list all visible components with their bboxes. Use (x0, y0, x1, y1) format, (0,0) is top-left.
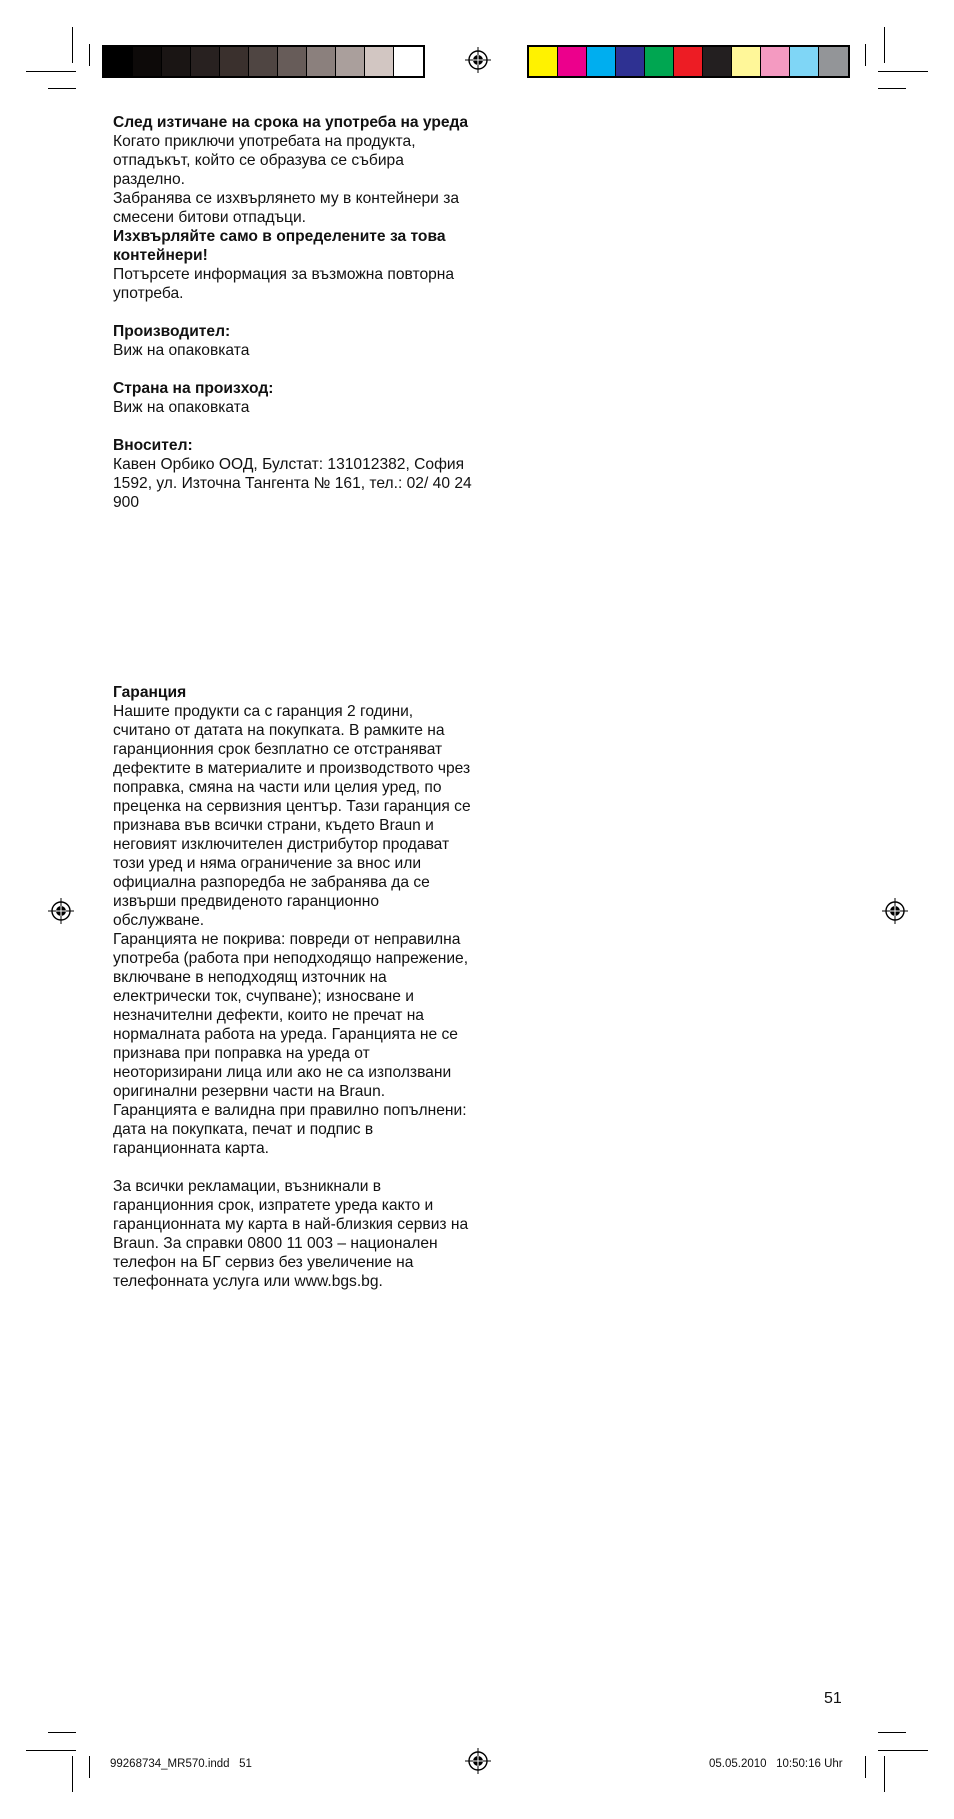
disposal-warning: Изхвърляйте само в определените за това контейнери! (113, 228, 446, 264)
grayscale-swatch (104, 47, 133, 76)
registration-mark-icon (882, 898, 908, 924)
disposal-section (113, 113, 473, 512)
grayscale-swatch (394, 47, 423, 76)
grayscale-swatch (278, 47, 307, 76)
warranty-paragraph: Гаранцията не покрива: повреди от неправилна употреба (работа при неподходящо напрежение, включване в неподходящ източник на електрически ток, счупване); износване и незначителни дефекти, които не пречат на нормалната работа на уреда. Гаранцията не се признава при поправка на уреда от неоторизирани лица или ако не са използвани оригинални резервни части на Braun. (113, 931, 469, 1100)
disposal-paragraph: Когато приключи употребата на продукта, отпадъкът, който се образува се събира разделно. (113, 133, 416, 188)
grayscale-swatch (336, 47, 365, 76)
color-swatch (790, 47, 819, 76)
color-swatch (587, 47, 616, 76)
disposal-heading: След изтичане на срока на употреба на уреда (113, 114, 469, 131)
grayscale-swatch (365, 47, 394, 76)
grayscale-swatch (162, 47, 191, 76)
warranty-section (113, 683, 473, 1291)
origin-value: Виж на опаковката (113, 399, 250, 416)
grayscale-swatch (249, 47, 278, 76)
color-swatch (616, 47, 645, 76)
page-number: 51 (824, 1690, 842, 1707)
registration-mark-icon (48, 898, 74, 924)
importer-value: Кавен Орбико ООД, Булстат: 131012382, София 1592, ул. Източна Тангента № 161, тел.: 02/ 40 24 900 (113, 456, 472, 511)
importer-label: Вносител: (113, 437, 193, 454)
registration-mark-icon (465, 1748, 491, 1774)
warranty-paragraph: За всички рекламации, възникнали в гаранционния срок, изпратете уреда както и гаранционната му карта в най-близкия сервиз на Braun. За справки 0800 11 003 – национален телефон на БГ сервиз без увеличение на телефонната услуга или www.bgs.bg. (113, 1178, 469, 1290)
grayscale-swatch (220, 47, 249, 76)
grayscale-swatch (191, 47, 220, 76)
warranty-paragraph: Нашите продукти са с гаранция 2 години, считано от датата на покупката. В рамките на гаранционния срок безплатно се отстраняват дефектите в материалите и производството чрез поправка, смяна на части или целия уред, по преценка на сервизния център. Тази гаранция се признава във всички страни, където Braun и неговият изключителен дистрибутор продават този уред и няма ограничение за внос или официална разпоредба не забранява да се извърши предвиденото гаранционно обслужване. (113, 703, 471, 929)
origin-label: Страна на произход: (113, 380, 274, 397)
color-swatch (529, 47, 558, 76)
color-swatch (732, 47, 761, 76)
footer-timestamp: 05.05.2010 10:50:16 Uhr (709, 1758, 843, 1770)
manufacturer-label: Производител: (113, 323, 231, 340)
color-swatch (645, 47, 674, 76)
registration-mark-icon (465, 47, 491, 73)
color-bar (527, 45, 850, 78)
warranty-heading: Гаранция (113, 684, 187, 701)
color-swatch (558, 47, 587, 76)
disposal-paragraph: Потърсете информация за възможна повторна употреба. (113, 266, 455, 302)
manufacturer-value: Виж на опаковката (113, 342, 250, 359)
grayscale-bar (102, 45, 425, 78)
warranty-paragraph: Гаранцията е валидна при правилно попълнени: дата на покупката, печат и подпис в гаранционната карта. (113, 1102, 467, 1157)
grayscale-swatch (133, 47, 162, 76)
color-swatch (761, 47, 790, 76)
footer-file-name: 99268734_MR570.indd 51 (110, 1758, 252, 1770)
disposal-paragraph: Забранява се изхвърлянето му в контейнери за смесени битови отпадъци. (113, 190, 460, 226)
grayscale-swatch (307, 47, 336, 76)
color-swatch (674, 47, 703, 76)
color-swatch (819, 47, 848, 76)
color-swatch (703, 47, 732, 76)
